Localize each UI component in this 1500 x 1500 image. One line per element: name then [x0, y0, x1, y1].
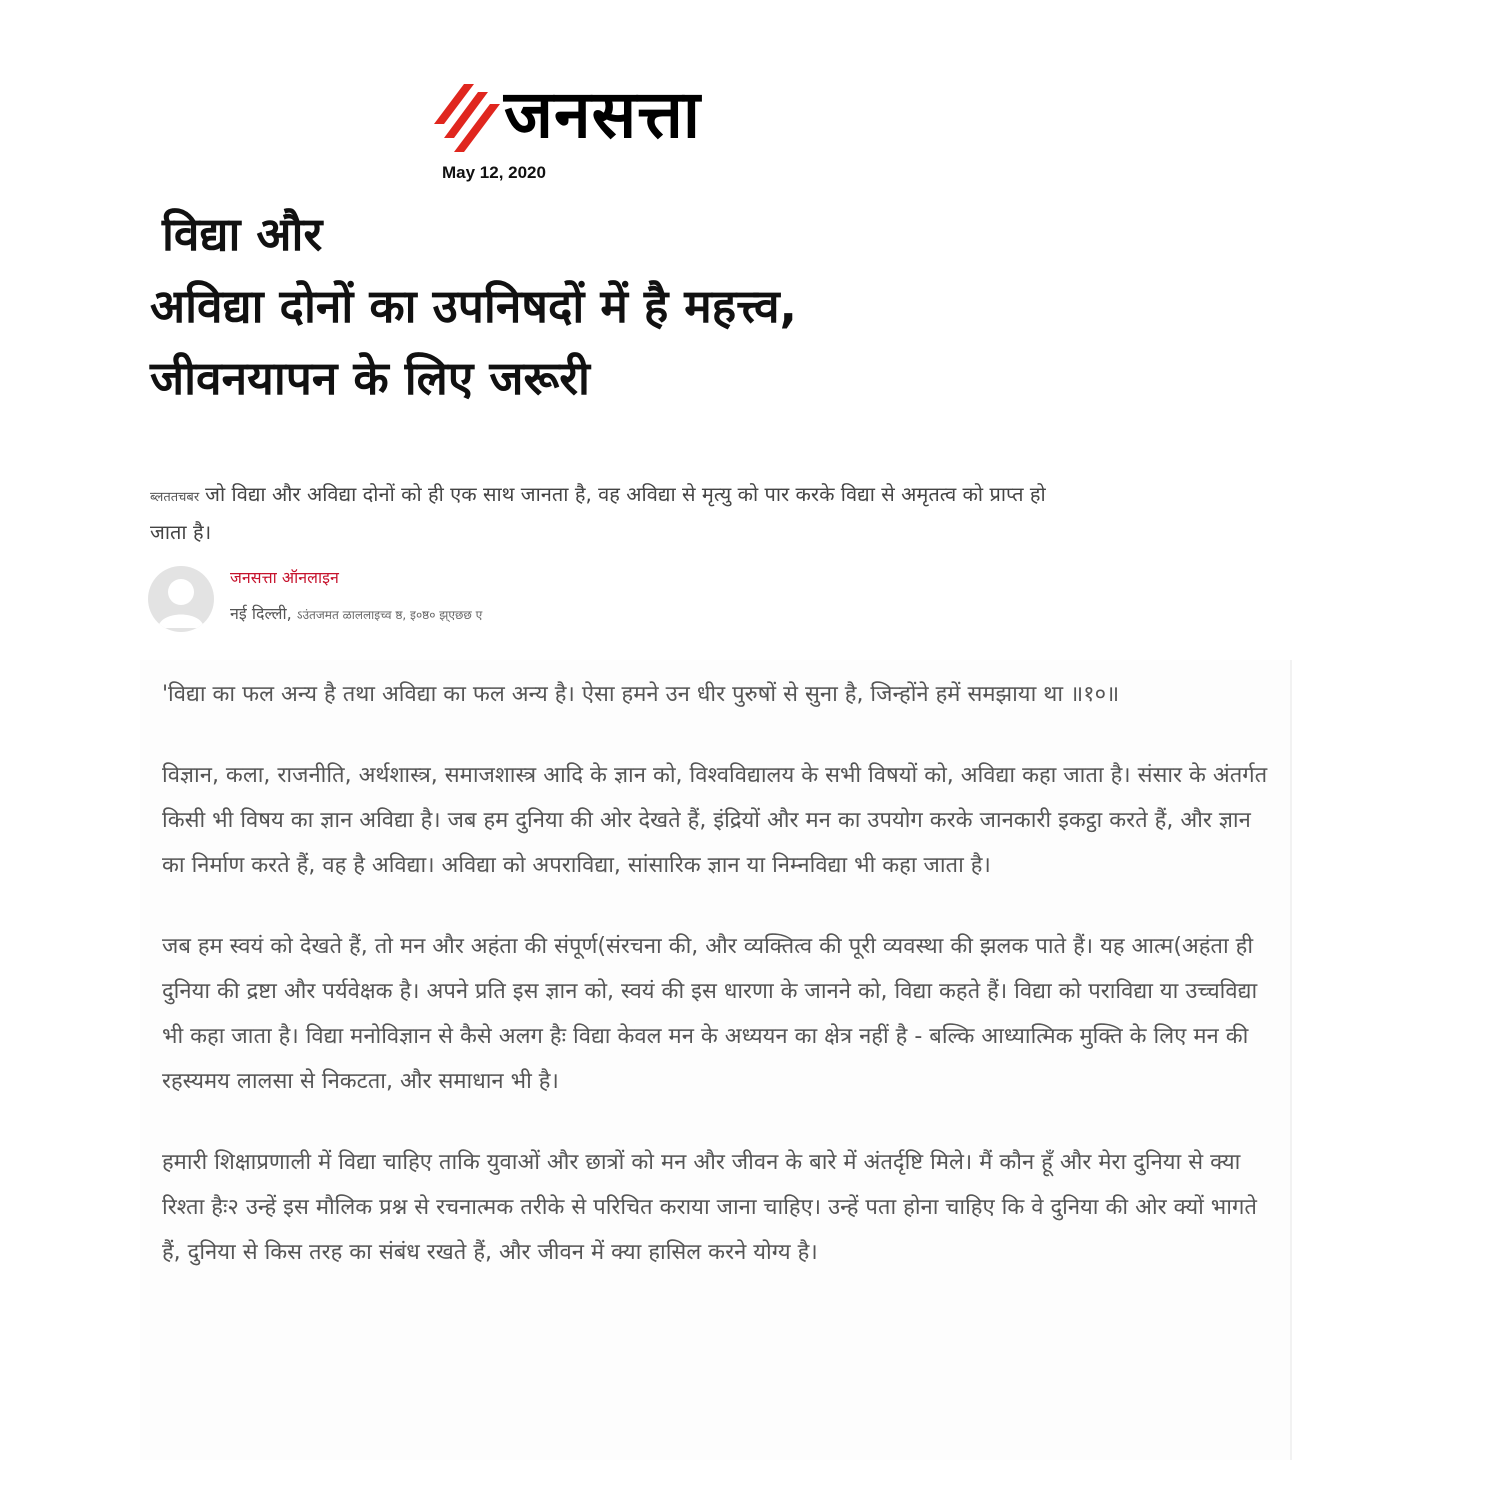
body-paragraph-2: विज्ञान, कला, राजनीति, अर्थशास्त्र, समाजशास्त्र आदि के ज्ञान को, विश्वविद्यालय के सभी विषयों को, अविद्या कहा जाता है। संसार के अंतर्गत किसी भी विषय का ज्ञान अविद्या है। जब हम दुनिया की ओर देखते हैं, इंद्रियों और मन का उपयोग करके जानकारी इकट्ठा करते हैं, और ज्ञान का निर्माण करते हैं, वह है अविद्या। अविद्या को अपराविद्या, सांसारिक ज्ञान या निम्नविद्या भी कहा जाता है।: [162, 763, 1268, 878]
article-body: [162, 672, 1272, 1311]
dateline-location: नई दिल्ली,: [230, 604, 292, 623]
headline-line-3: जीवनयापन के लिए जरूरी: [150, 351, 590, 405]
author-block: [148, 562, 848, 642]
default-user-icon: [148, 566, 214, 632]
masthead: [430, 76, 880, 162]
body-paragraph-4: हमारी शिक्षाप्रणाली में विद्या चाहिए ताकि युवाओं और छात्रों को मन और जीवन के बारे में अंतर्दृष्टि मिले। मैं कौन हूँ और मेरा दुनिया से क्या रिश्ता हैः२ उन्हें इस मौलिक प्रश्न से रचनात्मक तरीके से परिचित कराया जाना चाहिए। उन्हें पता होना चाहिए कि वे दुनिया की ओर क्यों भागते हैं, दुनिया से किस तरह का संबंध रखते हैं, और जीवन में क्या हासिल करने योग्य है।: [162, 1150, 1257, 1265]
body-paragraph-1: 'विद्या का फल अन्य है तथा अविद्या का फल अन्य है। ऐसा हमने उन धीर पुरुषों से सुना है, जिन्होंने हमें समझाया था ॥१०॥: [162, 682, 1120, 707]
brand-logo-text: जनसत्ता: [504, 76, 701, 153]
headline-line-2: अविद्या दोनों का उपनिषदों में है महत्त्व,: [150, 279, 798, 333]
author-name-link[interactable]: जनसत्ता ऑनलाइन: [230, 568, 339, 587]
headline-line-1: विद्या और: [162, 207, 323, 261]
summary-text: जो विद्या और अविद्या दोनों को ही एक साथ जानता है, वह अविद्या से मृत्यु को पार करके विद्या से अमृतत्व को प्राप्त हो जाता है।: [150, 482, 1046, 544]
article-summary: [150, 477, 1050, 549]
brand-stripes-icon: [430, 82, 500, 154]
author-dateline: [230, 602, 482, 624]
avatar: [148, 566, 214, 632]
publish-date: May 12, 2020: [442, 163, 546, 182]
summary-garbled-code: ब्लततचबर: [150, 490, 200, 505]
dateline-garbled-code: ऽउंतजमत ळाललाइच्व ष्ठ, इ०ष्ठ० झ्एछछ ए: [296, 608, 483, 622]
article-headline: [150, 198, 1150, 414]
body-paragraph-3: जब हम स्वयं को देखते हैं, तो मन और अहंता की संपूर्ण(संरचना की, और व्यक्तित्व की पूरी व्यवस्था की झलक पाते हैं। यह आत्म(अहंता ही दुनिया की द्रष्टा और पर्यवेक्षक है। अपने प्रति इस ज्ञान को, स्वयं की इस धारणा के जानने को, विद्या कहते हैं। विद्या को पराविद्या या उच्चविद्या भी कहा जाता है। विद्या मनोविज्ञान से कैसे अलग हैः विद्या केवल मन के अध्ययन का क्षेत्र नहीं है - बल्कि आध्यात्मिक मुक्ति के लिए मन की रहस्यमय लालसा से निकटता, और समाधान भी है।: [162, 934, 1258, 1094]
